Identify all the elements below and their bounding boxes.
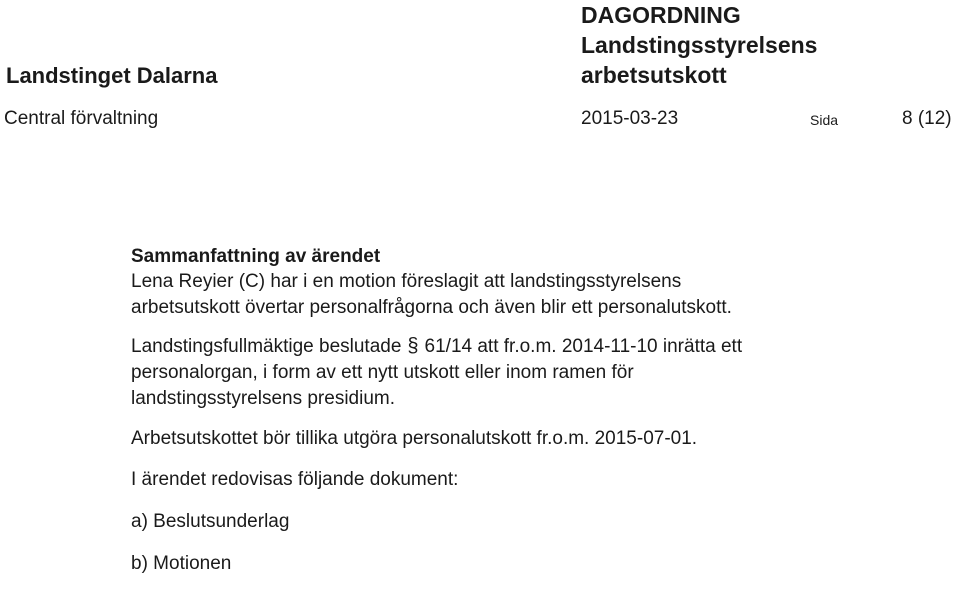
paragraph-recommendation: Arbetsutskottet bör tillika utgöra personalutskott fr.o.m. 2015-07-01. — [131, 428, 698, 449]
paragraph-council-decision — [131, 333, 951, 412]
paragraph-line: landstingsstyrelsens presidium. — [131, 388, 396, 409]
document-date: 2015-03-23 — [581, 108, 679, 129]
decision-reference: 61/14 att fr.o.m. 2014-11-10 inrätta ett — [424, 336, 743, 357]
document-title — [581, 0, 817, 90]
decision-prefix: Landstingsfullmäktige beslutade — [131, 336, 402, 357]
paragraph-line: arbetsutskott övertar personalfrågorna och även blir ett personalutskott. — [131, 297, 732, 318]
paragraph-documents-intro: I ärendet redovisas följande dokument: — [131, 469, 459, 490]
paragraph-line: Lena Reyier (C) har i en motion föreslagit att landstingsstyrelsens — [131, 271, 682, 292]
paragraph-line — [131, 333, 951, 360]
department-name: Central förvaltning — [4, 108, 159, 129]
list-item-document: a) Beslutsunderlag — [131, 511, 290, 532]
committee-name-line1: Landstingsstyrelsens — [581, 32, 818, 58]
list-item-document: b) Motionen — [131, 553, 232, 574]
document-type: DAGORDNING — [581, 2, 741, 28]
page-label: Sida — [810, 112, 839, 128]
section-heading: Sammanfattning av ärendet — [131, 246, 381, 267]
paragraph-line: personalorgan, i form av ett nytt utskott eller inom ramen för — [131, 362, 634, 383]
page-number: 8 (12) — [902, 108, 952, 129]
section-symbol: § — [407, 335, 419, 357]
organization-name: Landstinget Dalarna — [6, 63, 218, 88]
committee-name-line2: arbetsutskott — [581, 62, 727, 88]
paragraph-motion-summary — [131, 269, 951, 321]
document-body — [131, 245, 951, 577]
